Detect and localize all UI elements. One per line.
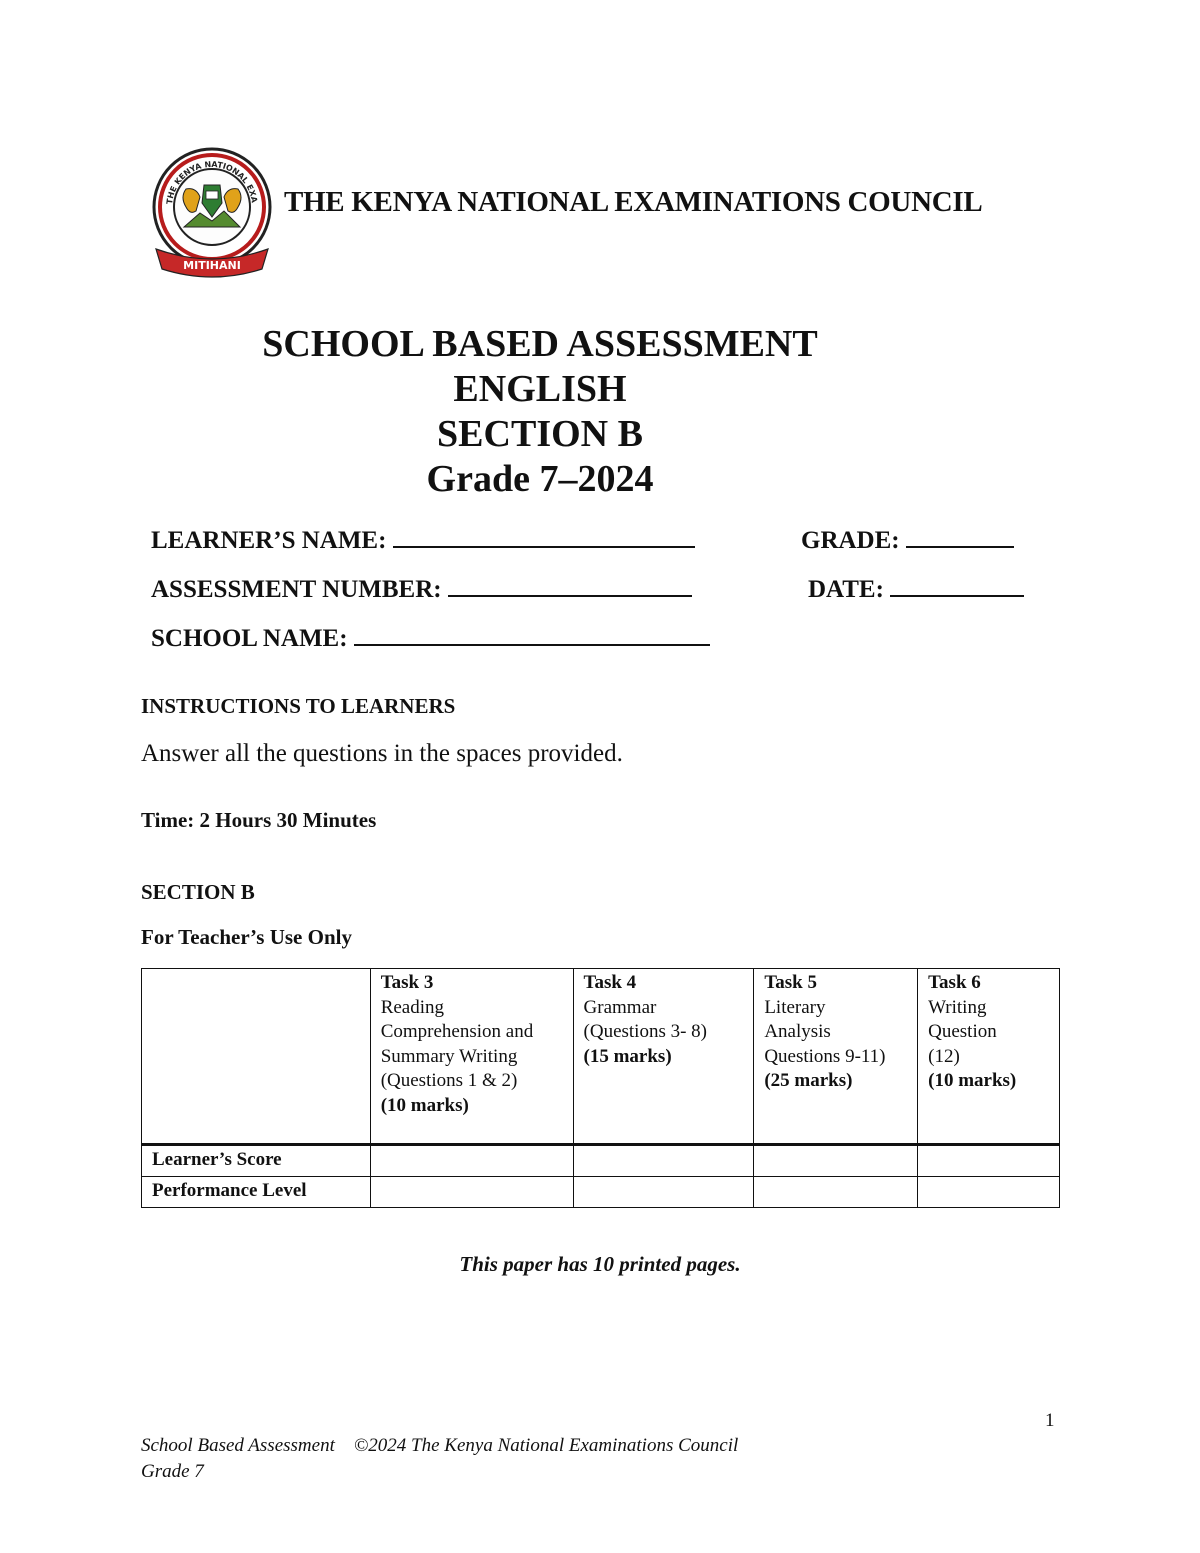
level-cell-task-5[interactable]	[754, 1177, 918, 1208]
task-desc: (Questions 1 & 2)	[380, 1070, 518, 1091]
footer	[141, 1433, 738, 1485]
title-line-1: SCHOOL BASED ASSESSMENT	[262, 323, 818, 365]
marks-table	[141, 968, 1060, 1208]
title-line-2: ENGLISH	[453, 368, 627, 410]
score-cell-task-4[interactable]	[573, 1145, 754, 1177]
level-cell-task-3[interactable]	[370, 1177, 573, 1208]
score-cell-task-3[interactable]	[370, 1145, 573, 1177]
task-title: Task 3	[380, 972, 434, 993]
performance-level-row	[142, 1177, 1060, 1208]
knec-logo	[150, 145, 274, 281]
learner-name-field	[151, 524, 695, 555]
school-name-field	[151, 622, 710, 653]
assessment-number-field	[151, 573, 692, 604]
task-desc: Grammar	[583, 996, 657, 1018]
instructions-text: Answer all the questions in the spaces provided.	[141, 740, 623, 767]
task-5-header	[754, 969, 918, 1145]
task-marks: (10 marks)	[380, 1094, 469, 1116]
score-cell-task-5[interactable]	[754, 1145, 918, 1177]
learner-name-blank[interactable]	[393, 524, 695, 548]
date-field	[808, 573, 1024, 604]
assessment-number-blank[interactable]	[448, 573, 692, 597]
row-label: Learner’s Score	[142, 1145, 371, 1177]
table-header-row	[142, 969, 1060, 1145]
level-cell-task-4[interactable]	[573, 1177, 754, 1208]
task-title: Task 6	[928, 972, 981, 993]
learner-score-row	[142, 1145, 1060, 1177]
task-desc: Summary Writing	[380, 1045, 518, 1067]
school-name-label: SCHOOL NAME:	[151, 625, 348, 652]
logo-banner-text: MITIHANI	[183, 259, 241, 272]
table-corner-cell	[142, 969, 371, 1145]
task-desc: (Questions 3- 8)	[583, 1021, 708, 1042]
logo-ring-text: THE KENYA NATIONAL EXA	[165, 159, 259, 205]
score-cell-task-6[interactable]	[918, 1145, 1060, 1177]
title-line-3: SECTION B	[437, 413, 643, 455]
task-desc: Comprehension and	[380, 1021, 534, 1042]
task-desc: Literary	[764, 996, 826, 1018]
grade-label: GRADE:	[801, 527, 900, 554]
footer-copyright: ©2024 The Kenya National Examinations Council	[353, 1435, 739, 1456]
time-allowed: Time: 2 Hours 30 Minutes	[141, 808, 377, 832]
task-4-header	[573, 969, 754, 1145]
assessment-number-label: ASSESSMENT NUMBER:	[151, 576, 442, 603]
teacher-use-label: For Teacher’s Use Only	[141, 925, 352, 949]
task-desc: Analysis	[764, 1021, 831, 1042]
task-desc: Questions 9-11)	[764, 1045, 886, 1067]
row-label: Performance Level	[142, 1177, 371, 1208]
section-heading: SECTION B	[141, 880, 255, 904]
level-cell-task-6[interactable]	[918, 1177, 1060, 1208]
grade-blank[interactable]	[906, 524, 1014, 548]
task-desc: Question	[928, 1021, 997, 1042]
task-desc: (12)	[928, 1045, 960, 1067]
council-name: THE KENYA NATIONAL EXAMINATIONS COUNCIL	[284, 186, 983, 218]
task-marks: (25 marks)	[764, 1070, 853, 1091]
title-line-4: Grade 7–2024	[426, 458, 654, 500]
task-marks: (15 marks)	[583, 1045, 672, 1067]
title-block	[230, 322, 850, 502]
task-title: Task 4	[583, 972, 637, 993]
task-3-header	[370, 969, 573, 1145]
task-6-header	[918, 969, 1060, 1145]
grade-field	[801, 524, 1014, 555]
task-marks: (10 marks)	[928, 1070, 1017, 1091]
pages-note: This paper has 10 printed pages.	[459, 1252, 741, 1276]
footer-line-1	[141, 1433, 738, 1459]
page-number: 1	[1045, 1410, 1055, 1431]
school-name-blank[interactable]	[354, 622, 710, 646]
instructions-heading: INSTRUCTIONS TO LEARNERS	[141, 694, 456, 718]
learner-name-label: LEARNER’S NAME:	[151, 527, 387, 554]
task-desc: Reading	[380, 996, 445, 1018]
task-desc: Writing	[928, 996, 987, 1018]
footer-grade: Grade 7	[141, 1461, 204, 1482]
date-blank[interactable]	[890, 573, 1024, 597]
date-label: DATE:	[808, 576, 884, 603]
footer-assessment: School Based Assessment	[141, 1435, 335, 1456]
task-title: Task 5	[764, 972, 817, 993]
